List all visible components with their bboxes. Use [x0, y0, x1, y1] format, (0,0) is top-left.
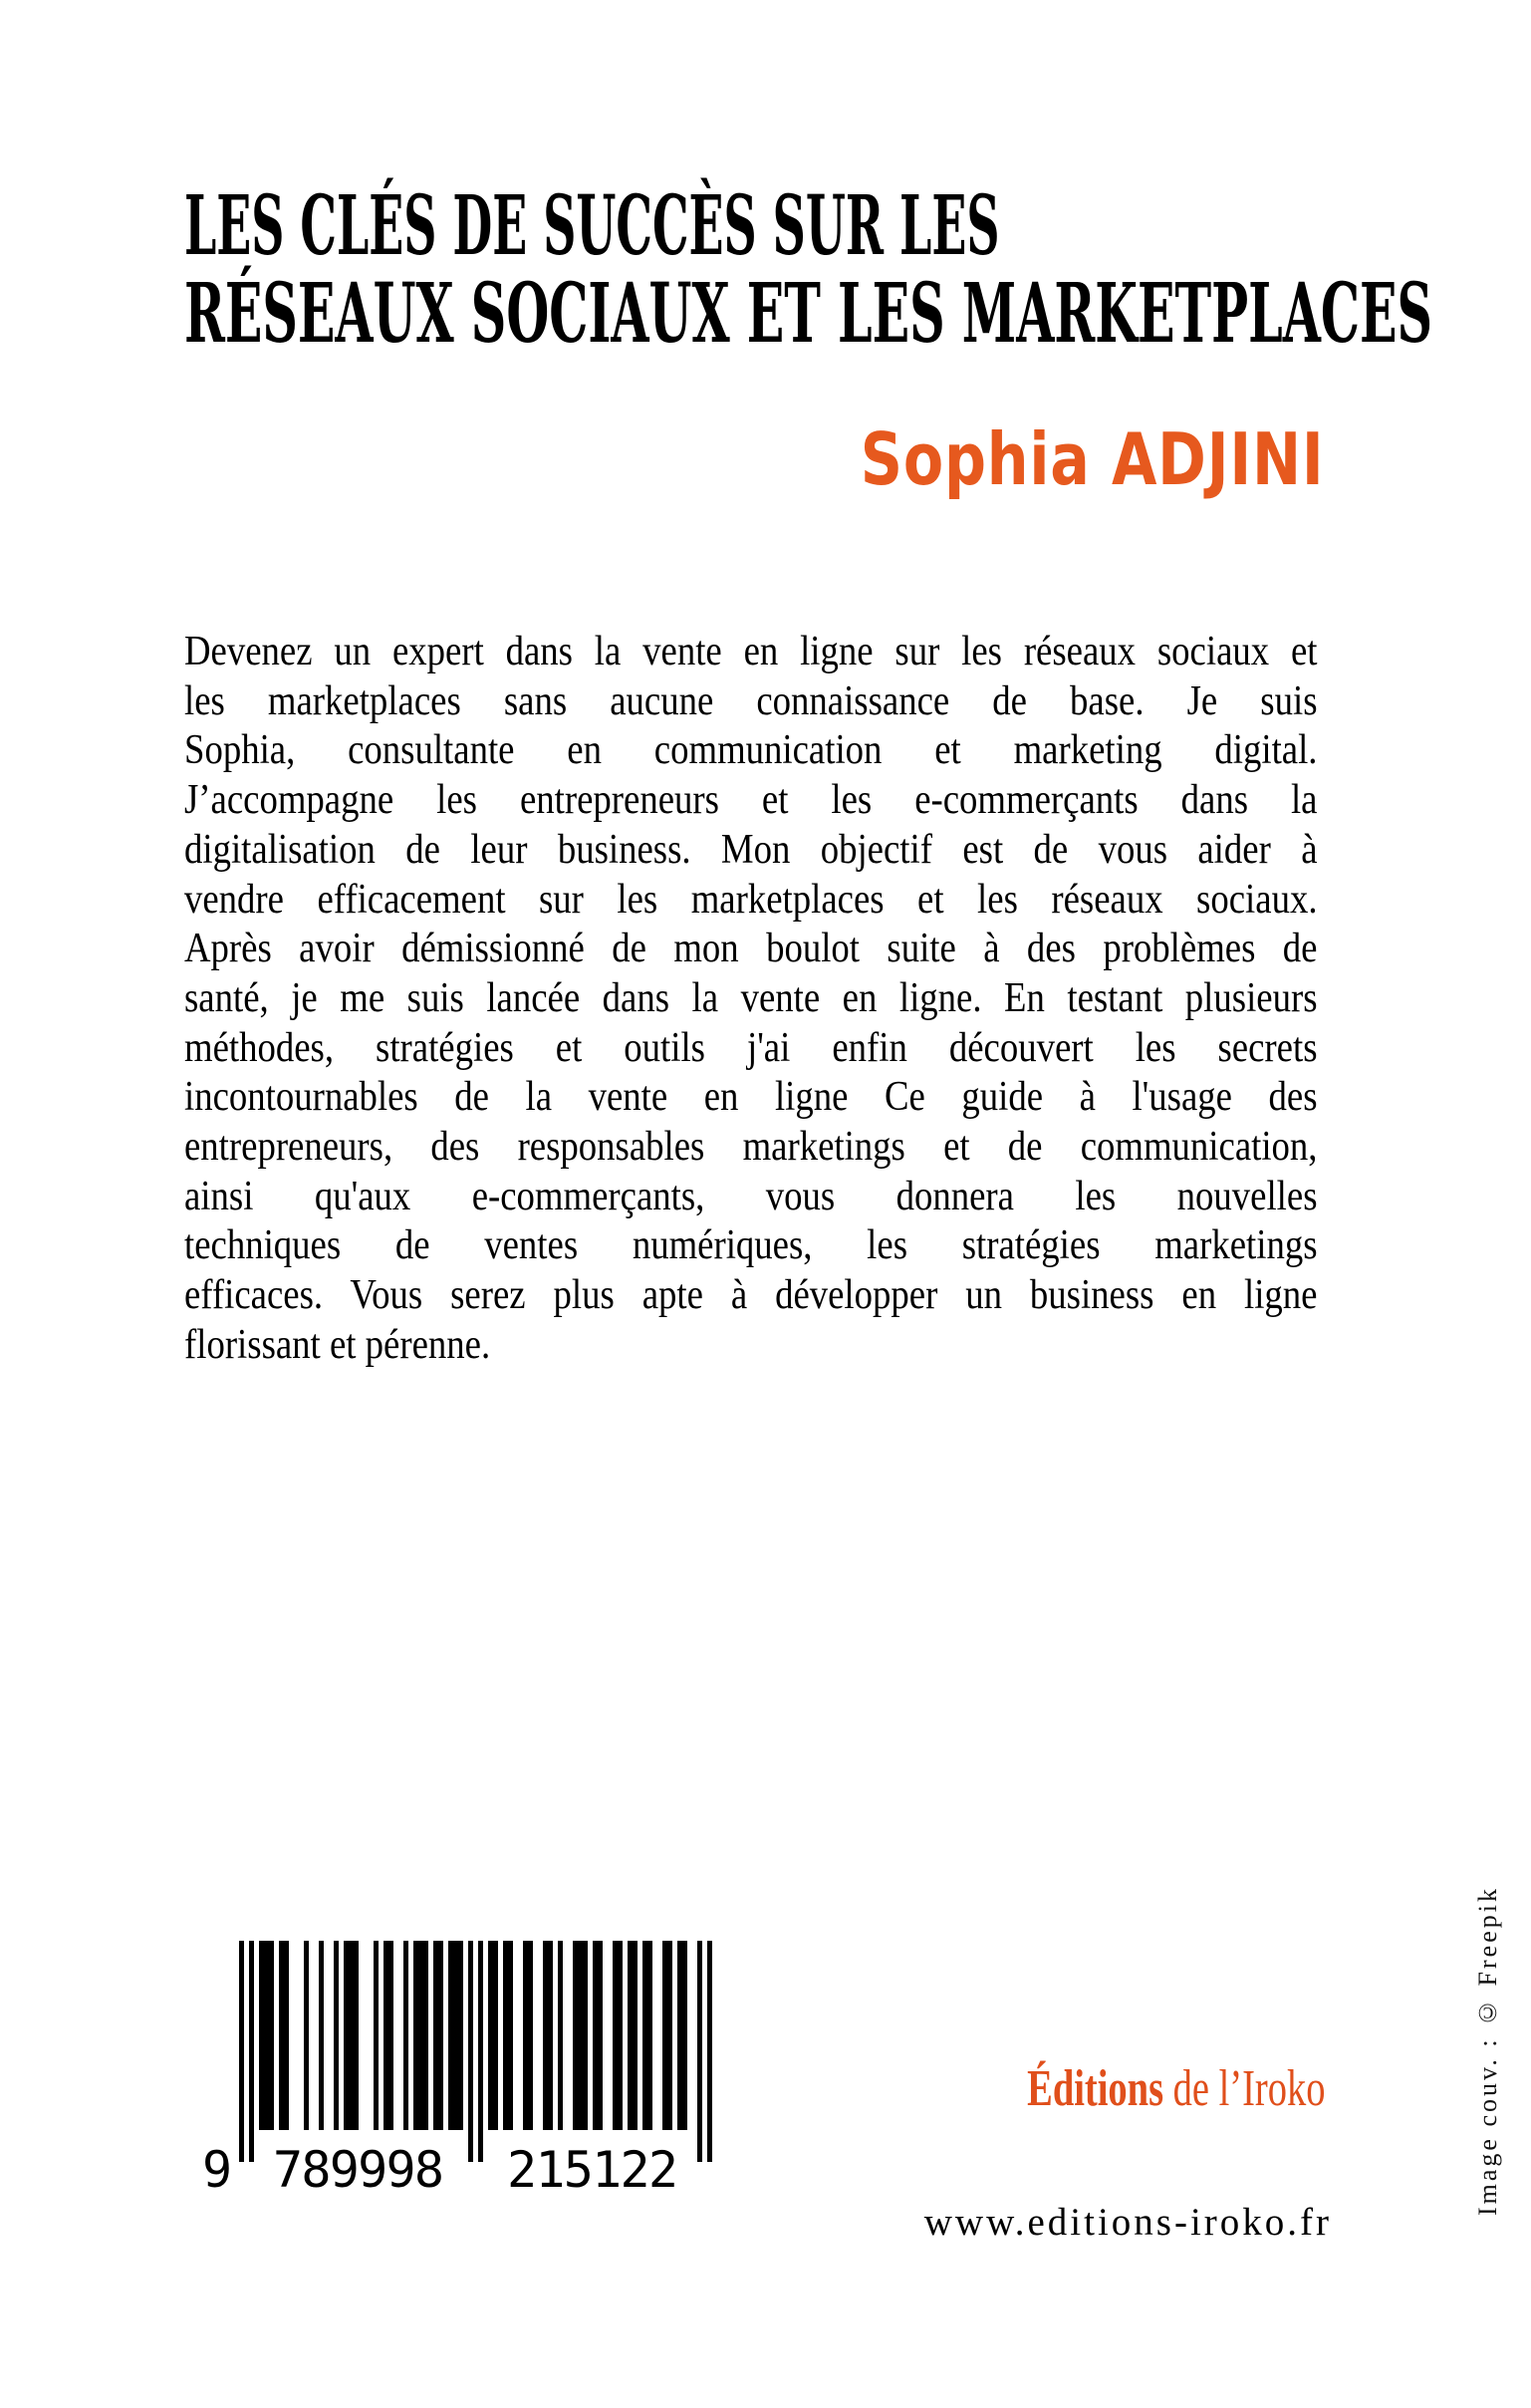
publisher-name	[1026, 2060, 1325, 2117]
synopsis-line-6: vendre efficacement sur les marketplaces et les réseaux sociaux.	[184, 876, 1318, 923]
synopsis-line-5: digitalisation de leur business. Mon objectif est de vous aider à	[184, 826, 1318, 873]
svg-text:789998: 789998	[273, 2141, 444, 2192]
publisher-website: www.editions-iroko.fr	[923, 2201, 1332, 2244]
ean13-barcode	[199, 1941, 717, 2192]
synopsis-line-13: techniques de ventes numériques, les stratégies marketings	[184, 1222, 1318, 1269]
book-title	[184, 178, 1531, 362]
title-line-2: RÉSEAUX SOCIAUX ET LES MARKETPLACES	[184, 266, 1433, 362]
synopsis-line-7: Après avoir démissionné de mon boulot suite à des problèmes de	[184, 926, 1318, 972]
svg-text:9: 9	[201, 2141, 233, 2192]
author-name: Sophia ADJINI	[861, 417, 1325, 501]
synopsis-line-15: florissant et pérenne.	[184, 1321, 491, 1368]
image-credit: Image couv. : © Freepik	[1473, 1886, 1502, 2216]
synopsis-line-14: efficaces. Vous serez plus apte à développer un business en ligne	[184, 1272, 1318, 1319]
synopsis-line-3: Sophia, consultante en communication et marketing digital.	[184, 727, 1318, 774]
synopsis-line-12: ainsi qu'aux e-commerçants, vous donnera les nouvelles	[184, 1173, 1318, 1219]
synopsis-text	[184, 628, 1318, 1371]
synopsis-line-2: les marketplaces sans aucune connaissance de base. Je suis	[184, 677, 1318, 724]
title-line-1: LES CLÉS DE SUCCÈS SUR LES	[184, 178, 1000, 274]
publisher-name-bold: Éditions	[1026, 2060, 1163, 2117]
synopsis-line-1: Devenez un expert dans la vente en ligne sur les réseaux sociaux et	[184, 629, 1318, 674]
synopsis-line-10: incontournables de la vente en ligne Ce guide à l'usage des	[184, 1074, 1318, 1121]
publisher-name-regular: de l’Iroko	[1162, 2060, 1325, 2117]
synopsis-line-8: santé, je me suis lancée dans la vente en ligne. En testant plusieurs	[184, 974, 1318, 1021]
svg-text:215122: 215122	[507, 2141, 678, 2192]
synopsis-line-11: entrepreneurs, des responsables marketings et de communication,	[184, 1124, 1318, 1171]
synopsis-line-9: méthodes, stratégies et outils j'ai enfin découvert les secrets	[184, 1024, 1318, 1071]
synopsis-line-4: J’accompagne les entrepreneurs et les e-commerçants dans la	[184, 777, 1318, 824]
